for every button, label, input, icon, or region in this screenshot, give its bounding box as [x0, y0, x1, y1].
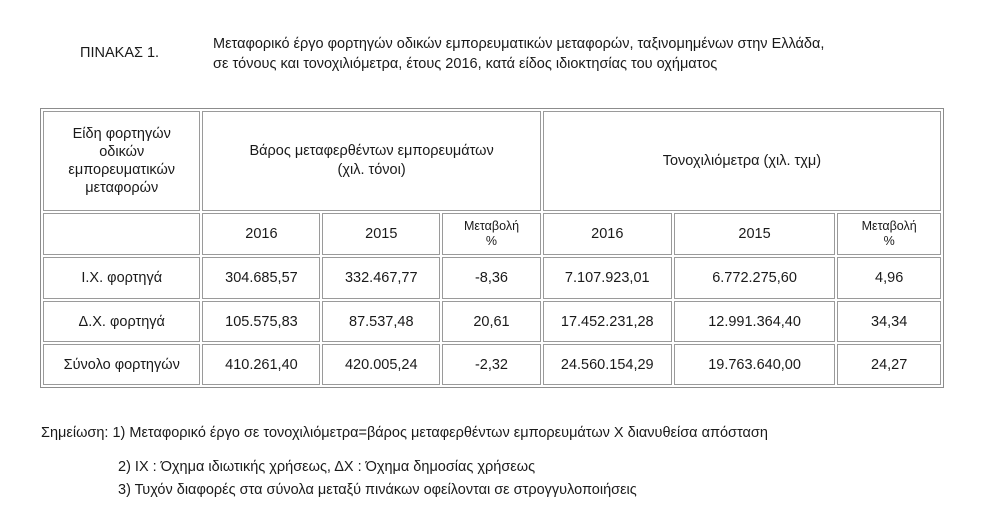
subheader-tonkm-change	[837, 213, 941, 255]
table-title	[213, 34, 824, 74]
cell-tonkm-change: 34,34	[837, 301, 941, 342]
cell-weight-change: -8,36	[442, 257, 541, 299]
subheader-weight-change	[442, 213, 541, 255]
subheader-tonkm-2015: 2015	[674, 213, 836, 255]
row-label: Ι.Χ. φορτηγά	[43, 257, 200, 299]
header-category-line: εμπορευματικών	[68, 162, 176, 178]
change-label: Μεταβολή	[463, 219, 520, 233]
change-unit: %	[883, 234, 895, 248]
cell-tonkm-change: 24,27	[837, 344, 941, 385]
header-category-line: οδικών	[99, 144, 145, 160]
note-line-1: Σημείωση: 1) Μεταφορικό έργο σε τονοχιλιόμετρα=βάρος μεταφερθέντων εμπορευμάτων Χ διανυθείσα απόσταση	[41, 425, 768, 441]
subheader-weight-2016: 2016	[202, 213, 320, 255]
subheader-weight-2015: 2015	[322, 213, 440, 255]
cell-tonkm-2016: 7.107.923,01	[543, 257, 672, 299]
cell-tonkm-2015: 6.772.275,60	[674, 257, 836, 299]
cell-weight-change: -2,32	[442, 344, 541, 385]
table-label: ΠΙΝΑΚΑΣ 1.	[80, 45, 160, 61]
change-label: Μεταβολή	[861, 219, 917, 233]
header-category	[43, 111, 200, 211]
header-weight-unit: (χιλ. τόνοι)	[337, 162, 406, 178]
header-weight-group	[202, 111, 540, 211]
cell-tonkm-2016: 24.560.154,29	[543, 344, 672, 385]
freight-data-table	[40, 108, 944, 388]
title-line-2: σε τόνους και τονοχιλιόμετρα, έτους 2016, κατά είδος ιδιοκτησίας του οχήματος	[213, 56, 718, 72]
cell-weight-2015: 87.537,48	[322, 301, 440, 342]
cell-weight-2016: 105.575,83	[202, 301, 320, 342]
note-line-3: 3) Τυχόν διαφορές στα σύνολα μεταξύ πινάκων οφείλονται σε στρογγυλοποιήσεις	[118, 482, 637, 498]
change-unit: %	[485, 234, 498, 248]
cell-weight-2015: 332.467,77	[322, 257, 440, 299]
header-tonkm-group: Τονοχιλιόμετρα (χιλ. τχμ)	[543, 111, 941, 211]
table-row	[43, 257, 941, 299]
cell-weight-change: 20,61	[442, 301, 541, 342]
header-category-line: μεταφορών	[85, 180, 159, 196]
row-label: Δ.Χ. φορτηγά	[43, 301, 200, 342]
note-line-2: 2) ΙΧ : Όχημα ιδιωτικής χρήσεως, ΔΧ : Όχημα δημοσίας χρήσεως	[118, 459, 536, 475]
subheader-row	[43, 213, 941, 255]
header-row	[43, 111, 941, 211]
title-line-1: Μεταφορικό έργο φορτηγών οδικών εμπορευματικών μεταφορών, ταξινομημένων στην Ελλάδα,	[213, 36, 825, 52]
table-row	[43, 301, 941, 342]
header-weight-line: Βάρος μεταφερθέντων εμπορευμάτων	[249, 143, 494, 159]
row-label: Σύνολο φορτηγών	[43, 344, 200, 385]
cell-weight-2016: 304.685,57	[202, 257, 320, 299]
cell-weight-2015: 420.005,24	[322, 344, 440, 385]
cell-tonkm-change: 4,96	[837, 257, 941, 299]
table-row	[43, 344, 941, 385]
subheader-tonkm-2016: 2016	[543, 213, 672, 255]
cell-weight-2016: 410.261,40	[202, 344, 320, 385]
cell-tonkm-2016: 17.452.231,28	[543, 301, 672, 342]
cell-tonkm-2015: 19.763.640,00	[674, 344, 836, 385]
header-category-line: Είδη φορτηγών	[72, 126, 171, 142]
subheader-empty	[43, 213, 200, 255]
cell-tonkm-2015: 12.991.364,40	[674, 301, 836, 342]
